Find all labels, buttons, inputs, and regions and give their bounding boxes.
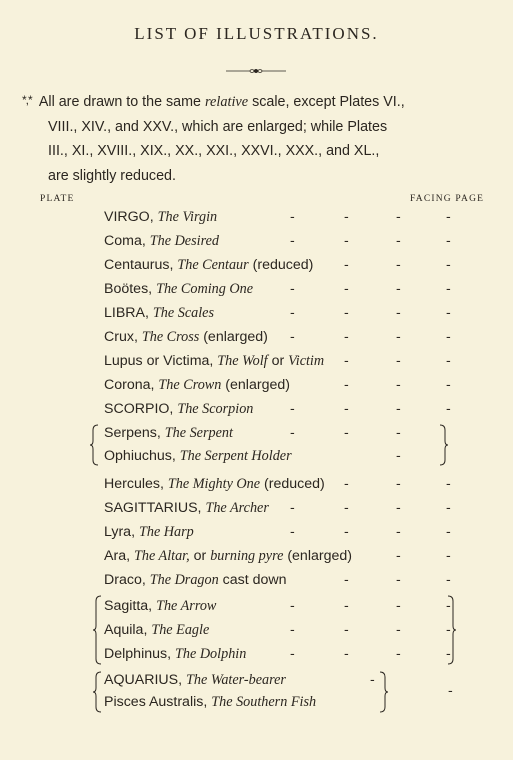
list-row: [0, 690, 513, 714]
leader-dash: -: [446, 500, 451, 516]
facing-page-column-header: FACING PAGE: [410, 194, 485, 204]
leader-dash: -: [290, 646, 295, 662]
leader-dash: -: [396, 257, 401, 273]
leader-dash: -: [344, 401, 349, 417]
entry-remark: or: [189, 548, 207, 564]
constellation-name: Coma,: [104, 233, 150, 249]
constellation-name: Serpens,: [104, 425, 165, 441]
entry-title: [104, 642, 246, 666]
right-brace-icon: [438, 424, 448, 466]
leader-dash: -: [344, 209, 349, 225]
leader-dash: -: [290, 524, 295, 540]
entry-title: [104, 618, 209, 642]
list-row: [0, 325, 513, 349]
entry-title: [104, 205, 217, 229]
leader-dash: -: [396, 622, 401, 638]
leader-dash: -: [344, 572, 349, 588]
entry-title: [104, 253, 313, 277]
leader-dash: -: [396, 209, 401, 225]
leader-dash: -: [446, 209, 451, 225]
leader-dash: -: [344, 233, 349, 249]
figure-title: The Cross: [141, 329, 200, 345]
list-row: [0, 568, 513, 592]
figure-title-alt: burning pyre: [210, 548, 284, 564]
note-line-4: are slightly reduced.: [48, 167, 176, 184]
leader-dash: -: [448, 683, 453, 699]
leader-dash: -: [446, 305, 451, 321]
leader-dash: -: [396, 401, 401, 417]
entry-title: [104, 277, 253, 301]
figure-title: The Eagle: [151, 622, 210, 638]
leader-dash: -: [396, 353, 401, 369]
list-row: [0, 594, 513, 618]
list-row: [0, 301, 513, 325]
entry-title: [104, 594, 216, 618]
leader-dash: -: [446, 622, 451, 638]
figure-title: The Harp: [138, 524, 194, 540]
leader-dash: -: [290, 500, 295, 516]
entry-title: [104, 349, 324, 373]
list-row: [0, 397, 513, 421]
list-row: [0, 373, 513, 397]
left-brace-icon: [90, 424, 100, 466]
leader-dash: -: [290, 305, 295, 321]
constellation-name: Hercules,: [104, 476, 168, 492]
leader-dash: -: [344, 646, 349, 662]
figure-title: The Centaur: [177, 257, 249, 273]
figure-title: The Scales: [152, 305, 214, 321]
list-row: [0, 496, 513, 520]
leader-dash: -: [396, 548, 401, 564]
constellation-name: Crux,: [104, 329, 142, 345]
list-row: [0, 229, 513, 253]
leader-dash: -: [344, 257, 349, 273]
entry-title: [104, 520, 194, 544]
leader-dash: -: [396, 476, 401, 492]
constellation-name: LIBRA,: [104, 305, 153, 321]
constellation-name: Draco,: [104, 572, 150, 588]
left-brace-icon: [93, 595, 103, 665]
figure-title-alt: Victim: [288, 353, 325, 369]
figure-title: The Arrow: [156, 598, 217, 614]
figure-title: The Mighty One: [167, 476, 261, 492]
entry-title: [104, 472, 325, 496]
leader-dash: -: [446, 281, 451, 297]
entry-title: [104, 690, 316, 714]
leader-dash: -: [446, 377, 451, 393]
leader-dash: -: [344, 377, 349, 393]
leader-dash: -: [344, 281, 349, 297]
list-row: [0, 668, 513, 699]
leader-dash: -: [396, 500, 401, 516]
entry-remark: (enlarged): [221, 377, 290, 393]
entry-remark: (reduced): [260, 476, 325, 492]
constellation-name: Aquila,: [104, 622, 152, 638]
ornament-divider-icon: [226, 65, 286, 77]
entry-title: [104, 301, 214, 325]
leader-dash: -: [396, 233, 401, 249]
figure-title: The Archer: [205, 500, 269, 516]
note-line-1: *,* All are drawn to the same relative scale, except Plates VI.,: [22, 93, 405, 110]
leader-dash: -: [396, 425, 401, 441]
entry-title: [104, 568, 287, 592]
list-row: [0, 520, 513, 544]
scale-note: [22, 88, 496, 188]
entry-remark: (reduced): [248, 257, 314, 273]
leader-dash: -: [396, 305, 401, 321]
figure-title: The Dragon: [149, 572, 219, 588]
entry-title: [104, 544, 352, 568]
figure-title: The Desired: [149, 233, 219, 249]
list-row: [0, 277, 513, 301]
constellation-name: Boötes,: [104, 281, 157, 297]
constellation-name: Pisces Australis,: [104, 694, 212, 710]
entry-title: [104, 496, 269, 520]
entry-remark: or: [267, 353, 285, 369]
page-title: LIST OF ILLUSTRATIONS.: [134, 24, 379, 43]
leader-dash: -: [446, 476, 451, 492]
entry-remark: (enlarged): [199, 329, 268, 345]
figure-title: The Scorpion: [177, 401, 254, 417]
constellation-name: Sagitta,: [104, 598, 157, 614]
leader-dash: -: [344, 476, 349, 492]
leader-dash: -: [446, 524, 451, 540]
leader-dash: -: [396, 377, 401, 393]
leader-dash: -: [446, 548, 451, 564]
right-brace-icon: [446, 595, 456, 665]
constellation-name: Centaurus,: [104, 257, 178, 273]
leader-dash: -: [344, 425, 349, 441]
entry-title: [104, 325, 268, 349]
leader-dash: -: [290, 401, 295, 417]
list-row: [0, 349, 513, 373]
right-brace-icon: [378, 671, 388, 713]
constellation-name: VIRGO,: [104, 209, 158, 225]
leader-dash: -: [396, 598, 401, 614]
figure-title: The Coming One: [156, 281, 254, 297]
entry-title: [104, 668, 286, 692]
list-row: [0, 472, 513, 496]
constellation-name: Ara,: [104, 548, 134, 564]
list-row: [0, 421, 513, 445]
leader-dash: -: [396, 572, 401, 588]
note-line-2: VIII., XIV., and XXV., which are enlarged; while Plates: [48, 118, 388, 135]
constellation-name: SCORPIO,: [104, 401, 178, 417]
leader-dash: -: [344, 353, 349, 369]
leader-dash: -: [446, 598, 451, 614]
leader-dash: -: [290, 622, 295, 638]
entry-remark: (enlarged): [283, 548, 352, 564]
figure-title: The Wolf: [217, 353, 268, 369]
constellation-name: Corona,: [104, 377, 159, 393]
leader-dash: -: [396, 329, 401, 345]
list-row: [0, 253, 513, 277]
figure-title: The Virgin: [157, 209, 218, 225]
left-brace-icon: [93, 671, 103, 713]
constellation-name: Lyra,: [104, 524, 139, 540]
leader-dash: -: [446, 257, 451, 273]
list-row: [0, 642, 513, 666]
leader-dash: -: [290, 233, 295, 249]
leader-dash: -: [396, 646, 401, 662]
leader-dash: -: [344, 305, 349, 321]
figure-title: The Southern Fish: [211, 694, 317, 710]
list-row: [0, 205, 513, 229]
note-line-3: III., XI., XVIII., XIX., XX., XXI., XXVI., XXX., and XL.,: [48, 143, 380, 159]
figure-title: The Serpent Holder: [179, 448, 292, 464]
list-row: [0, 712, 513, 736]
entry-title: [104, 373, 290, 397]
figure-title: The Serpent: [164, 425, 233, 441]
entry-title: [104, 444, 292, 468]
constellation-name: Delphinus,: [104, 646, 175, 662]
leader-dash: -: [290, 281, 295, 297]
leader-dash: -: [370, 672, 375, 688]
leader-dash: -: [446, 646, 451, 662]
leader-dash: -: [446, 572, 451, 588]
entry-remark: cast down: [218, 572, 287, 588]
entry-title: [104, 397, 253, 421]
figure-title: The Crown: [158, 377, 222, 393]
constellation-name: AQUARIUS,: [104, 672, 186, 688]
leader-dash: -: [396, 281, 401, 297]
constellation-name: Ophiuchus,: [104, 448, 180, 464]
figure-title: The Water-bearer: [186, 672, 286, 688]
entry-title: [104, 229, 219, 253]
leader-dash: -: [396, 524, 401, 540]
figure-title: The Altar,: [133, 548, 190, 564]
asterism-mark: *,*: [22, 93, 32, 107]
leader-dash: -: [446, 233, 451, 249]
entry-title: [104, 421, 233, 445]
list-row: [0, 544, 513, 568]
leader-dash: -: [344, 598, 349, 614]
leader-dash: -: [446, 329, 451, 345]
figure-title: The Dolphin: [174, 646, 247, 662]
constellation-name: Lupus or Victima,: [104, 353, 218, 369]
leader-dash: -: [344, 500, 349, 516]
list-row: [0, 444, 513, 468]
leader-dash: -: [344, 329, 349, 345]
leader-dash: -: [290, 329, 295, 345]
plate-column-header: PLATE: [40, 194, 75, 204]
leader-dash: -: [344, 524, 349, 540]
leader-dash: -: [396, 448, 401, 464]
leader-dash: -: [290, 598, 295, 614]
leader-dash: -: [290, 425, 295, 441]
list-row: [0, 618, 513, 642]
leader-dash: -: [446, 353, 451, 369]
leader-dash: -: [344, 622, 349, 638]
constellation-name: SAGITTARIUS,: [104, 500, 206, 516]
leader-dash: -: [446, 401, 451, 417]
leader-dash: -: [290, 209, 295, 225]
